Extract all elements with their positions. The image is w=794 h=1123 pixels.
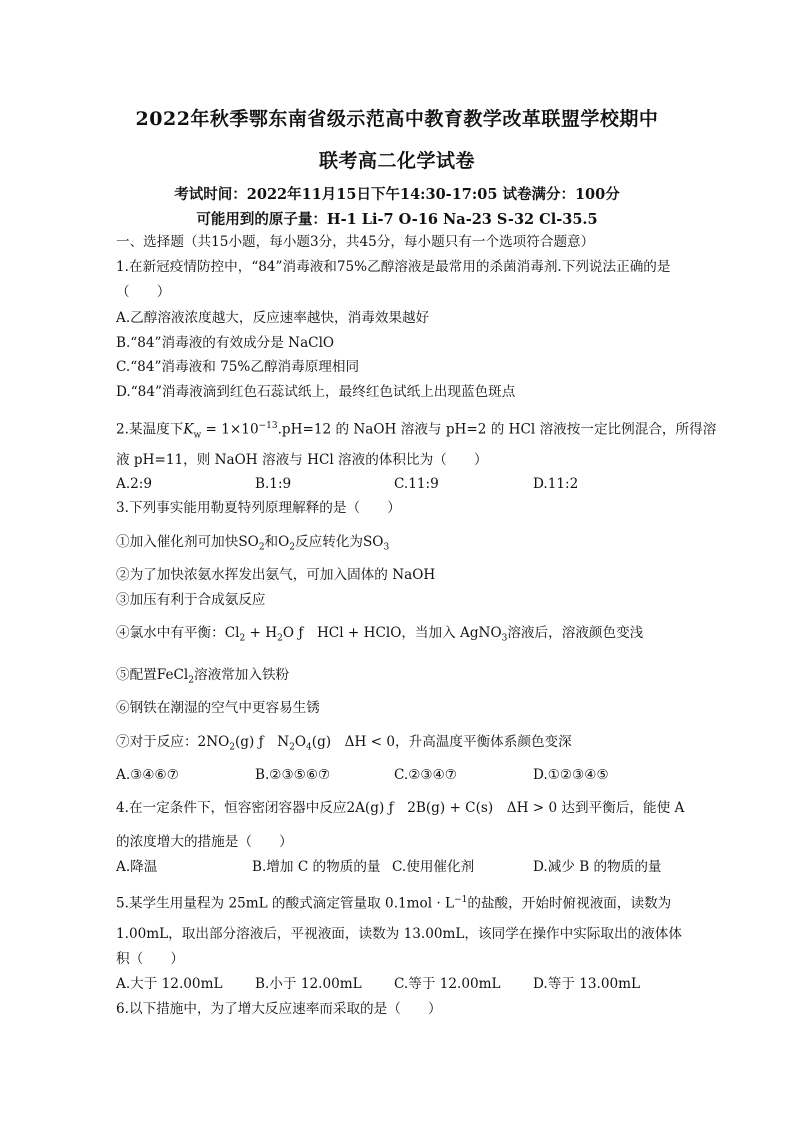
q5-stem: 5.某学生用量程为 25mL 的酸式滴定管量取 $0.1mol \cdot L^{-1}$的盐酸，开始时俯视液面，读数为 [116,895,672,912]
q4-option-b: B.增加 C 的物质的量 [252,859,381,875]
q5-option-d: D.等于 13.00mL [533,976,641,992]
q6-stem: 6.以下措施中，为了增大反应速率而采取的是（ ） [116,1001,442,1017]
exam-title-line1: 2022年秋季鄂东南省级示范高中教育教学改革联盟学校期中 [135,108,659,130]
q3-item-6: ⑥钢铁在潮湿的空气中更容易生锈 [116,700,320,716]
q1-option-c: C.“84”消毒液和 75%乙醇消毒原理相同 [116,359,360,375]
q4-option-a: A.降温 [116,859,158,875]
q3-item-4: ④氯水中有平衡：$Cl_2 + H_2O$ ƒ HCl + HClO，当加入 AgNO$_3$溶液后，溶液颜色变浅 [116,625,644,644]
q1-option-a: A.乙醇溶液浓度越大，反应速率越快，消毒效果越好 [116,310,430,326]
q5-stem-line2: 1.00mL，取出部分溶液后，平视液面，读数为 13.00mL，该同学在操作中实际取出的液体体 [116,926,682,942]
q5-option-a: A.大于 12.00mL [116,976,223,992]
q4-stem-line2: 的浓度增大的措施是（ ） [116,834,293,850]
q4-stem: 4.在一定条件下，恒容密闭容器中反应2A(g) ƒ 2B(g) + C(s) ΔH > 0 达到平衡后，能使 A [116,800,685,816]
q1-blank: （ ） [116,284,171,300]
q3-option-d: D.①②③④⑤ [533,767,609,783]
atomic-masses: 可能用到的原子量：H-1 Li-7 O-16 Na-23 S-32 Cl-35.5 [196,211,598,228]
q2-option-d: D.11:2 [533,476,579,492]
q3-item-1: ①加入催化剂可加快$SO_2$和$O_2$反应转化为$SO_3$ [116,534,390,553]
q3-item-7: ⑦对于反应：$2NO_2(g)$ ƒ $N_2O_4(g)$ ΔH < 0，升高温度平衡体系颜色变深 [116,734,572,753]
q2-option-b: B.1:9 [255,476,292,492]
q3-item-3: ③加压有利于合成氨反应 [116,592,266,608]
q4-option-c: C.使用催化剂 [392,859,475,875]
q3-item-2: ②为了加快浓氨水挥发出氨气，可加入固体的 NaOH [116,567,436,583]
q5-option-c: C.等于 12.00mL [394,976,501,992]
exam-title-line2: 联考高二化学试卷 [318,150,475,172]
q3-stem: 3.下列事实能用勒夏特列原理解释的是（ ） [116,500,401,516]
q3-option-b: B.②③⑤⑥⑦ [255,767,331,783]
exam-info: 考试时间：2022年11月15日下午14:30-17:05 试卷满分：100分 [174,186,620,203]
q1-option-d: D.“84”消毒液滴到红色石蕊试纸上，最终红色试纸上出现蓝色斑点 [116,384,516,400]
q4-option-d: D.减少 B 的物质的量 [533,859,662,875]
q5-stem-line3: 积（ ） [116,951,184,967]
section-heading: 一、选择题（共15小题，每小题3分，共45分，每小题只有一个选项符合题意） [116,234,595,250]
q3-item-5: ⑤配置FeCl$_2$溶液常加入铁粉 [116,667,290,686]
q2-stem-line2: 液 pH=11，则 NaOH 溶液与 HCl 溶液的体积比为（ ） [116,452,488,468]
q2-option-c: C.11:9 [394,476,439,492]
q3-option-c: C.②③④⑦ [394,767,457,783]
q2-option-a: A.2:9 [116,476,153,492]
q5-option-b: B.小于 12.00mL [255,976,362,992]
q1-stem: 1.在新冠疫情防控中，“84”消毒液和75%乙醇溶液是最常用的杀菌消毒剂.下列说法正确的是 [116,259,671,275]
q3-option-a: A.③④⑥⑦ [116,767,179,783]
q2-stem: 2.某温度下$K_w = 1\times 10^{-13}.pH=12$ 的 NaOH 溶液与 pH=2 的 HCl 溶液按一定比例混合，所得溶 [116,421,717,441]
q1-option-b: B.“84”消毒液的有效成分是 NaClO [116,335,335,351]
